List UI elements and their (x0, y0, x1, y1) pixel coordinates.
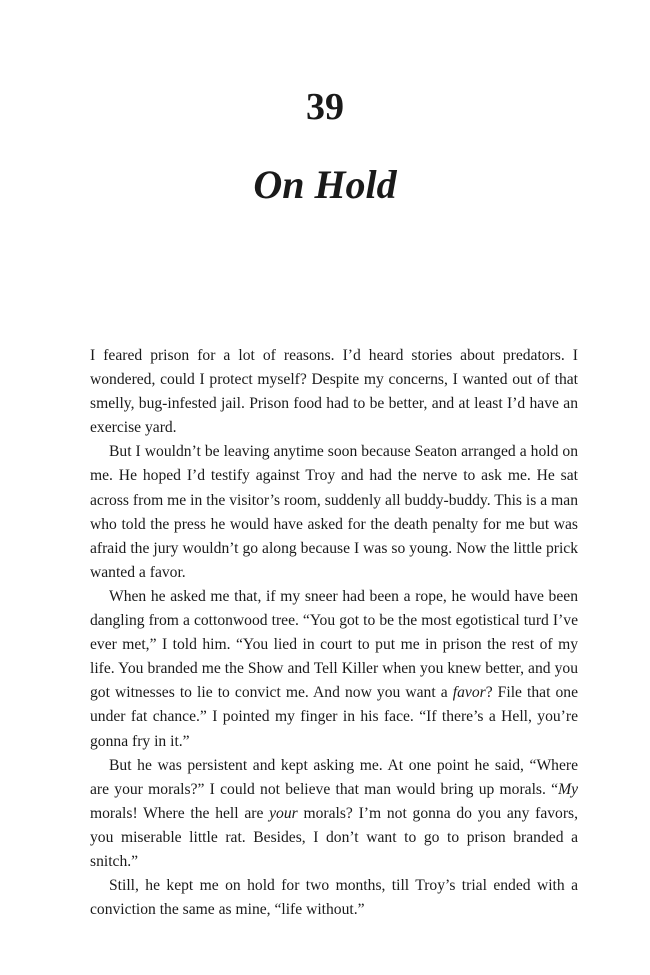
paragraph (90, 440, 578, 585)
chapter-title: On Hold (253, 162, 397, 207)
text-run: morals? I’m not gonna do you any favors, you miserable little rat. Besides, I don’t want to go to prison branded a snitch.” (90, 804, 578, 870)
emphasis-run: My (558, 780, 578, 798)
text-run: But I wouldn’t be leaving anytime soon because Seaton arranged a hold on me. He hoped I’d testify against Troy and had the nerve to ask me. He sat across from me in the visitor’s room, suddenly all buddy-buddy. This is a man who told the press he would have asked for the death penalty for me but was afraid the jury wouldn’t go along because I was so young. Now the little prick wanted a favor. (90, 443, 578, 581)
text-run: Still, he kept me on hold for two months, till Troy’s trial ended with a conviction the same as mine, “life without.” (90, 877, 578, 919)
emphasis-run: your (269, 804, 298, 822)
paragraph (90, 585, 578, 754)
text-run: But he was persistent and kept asking me. At one point he said, “Where are your morals?” I could not believe that man would bring up morals. “ (90, 756, 578, 798)
paragraph (90, 344, 578, 440)
text-run: When he asked me that, if my sneer had been a rope, he would have been dangling from a cottonwood tree. “You got to be the most egotistical turd I’ve ever met,” I told him. “You lied in court to put me in prison the rest of my life. You branded me the Show and Tell Killer when you knew better, and you got witnesses to lie to convict me. And now you want a (90, 587, 578, 702)
text-run: I feared prison for a lot of reasons. I’d heard stories about predators. I wondered, could I protect myself? Despite my concerns, I wanted out of that smelly, bug-infested jail. Prison food had to be better, and at least I’d have an exercise yard. (90, 347, 578, 437)
text-run: morals! Where the hell are (90, 804, 270, 822)
paragraph (90, 754, 578, 874)
paragraph (90, 874, 578, 922)
chapter-body (90, 344, 578, 922)
emphasis-run: favor (452, 684, 486, 702)
chapter-number: 39 (306, 86, 344, 128)
text-run: ? File that one under fat chance.” I pointed my finger in his face. “If there’s a Hell, you’re gonna fry in it.” (90, 684, 578, 750)
